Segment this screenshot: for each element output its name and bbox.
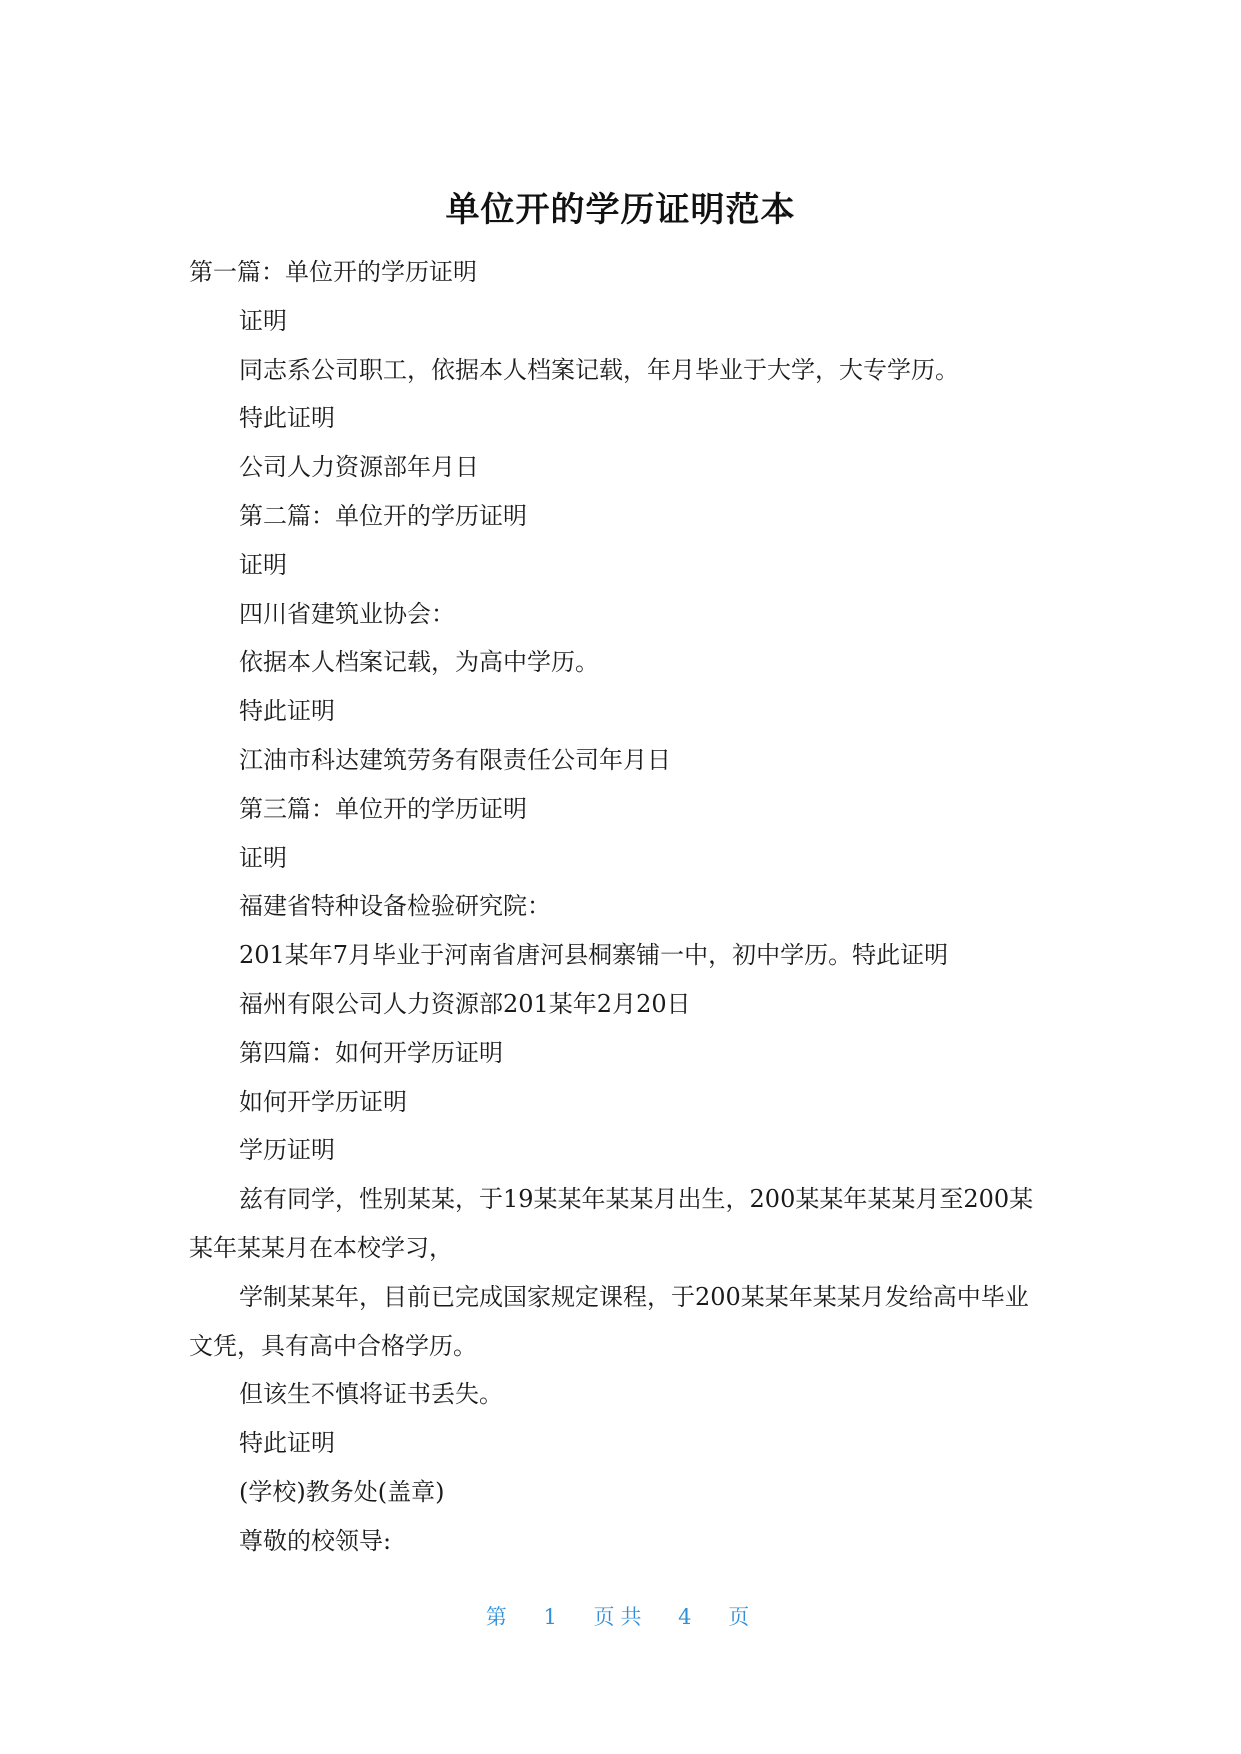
paragraph: 福建省特种设备检验研究院：: [239, 892, 551, 921]
paragraph: 四川省建筑业协会：: [239, 599, 455, 628]
paragraph: 特此证明: [239, 1429, 335, 1458]
paragraph: 特此证明: [239, 697, 335, 726]
paragraph: 尊敬的校领导:: [239, 1526, 392, 1555]
paragraph: 公司人力资源部年月日: [239, 453, 479, 482]
paragraph: 证明: [239, 306, 287, 335]
paragraph: (学校)教务处(盖章): [239, 1477, 445, 1506]
paragraph: 学历证明: [239, 1136, 335, 1165]
paragraph: 201某年7月毕业于河南省唐河县桐寨铺一中，初中学历。特此证明: [239, 941, 949, 970]
paragraph: 依据本人档案记载，为高中学历。: [239, 648, 599, 677]
paragraph: 兹有同学，性别某某，于19某某年某某月出生，200某某年某某月至200某某年某某月在本校学习，: [189, 1185, 1034, 1262]
page-number-footer: 第 1 页共 4 页: [485, 1605, 756, 1629]
paragraph: 但该生不慎将证书丢失。: [239, 1380, 503, 1409]
paragraph: 证明: [239, 843, 287, 872]
section-heading-1: 第一篇：单位开的学历证明: [189, 258, 477, 286]
section-heading-4: 第四篇：如何开学历证明: [239, 1038, 503, 1067]
paragraph: 江油市科达建筑劳务有限责任公司年月日: [239, 745, 671, 774]
paragraph: 学制某某年，目前已完成国家规定课程，于200某某年某某月发给高中毕业文凭，具有高中合格学历。: [189, 1282, 1029, 1360]
section-heading-3: 第三篇：单位开的学历证明: [239, 794, 527, 823]
document-body: [189, 248, 1049, 1566]
section-heading-2: 第二篇：单位开的学历证明: [239, 501, 527, 530]
paragraph: 同志系公司职工，依据本人档案记载，年月毕业于大学，大专学历。: [239, 355, 959, 384]
document-title: 单位开的学历证明范本: [445, 190, 796, 230]
paragraph: 福州有限公司人力资源部201某年2月20日: [239, 989, 691, 1018]
paragraph: 如何开学历证明: [239, 1087, 407, 1116]
paragraph: 证明: [239, 550, 287, 579]
paragraph: 特此证明: [239, 404, 335, 433]
